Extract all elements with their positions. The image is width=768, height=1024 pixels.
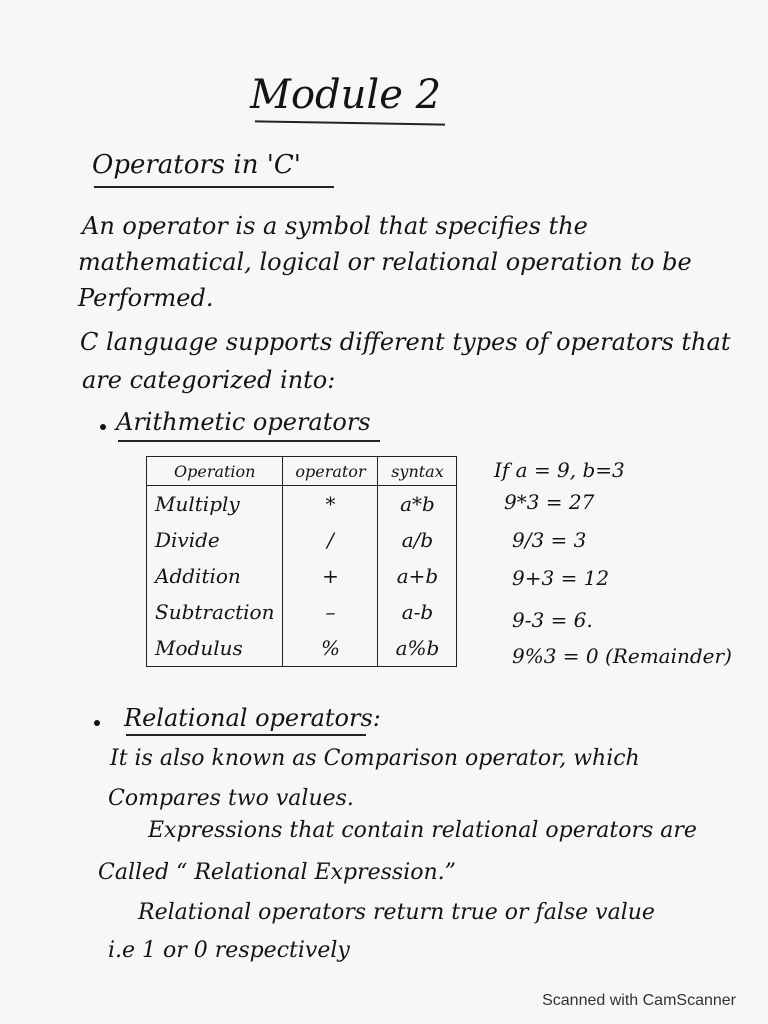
example-header: If a = 9, b=3 [494, 458, 625, 482]
scanner-watermark: Scanned with CamScanner [542, 992, 736, 1009]
table-cell: Modulus [147, 630, 283, 667]
table-cell: – [283, 594, 378, 630]
table-cell: Subtraction [147, 594, 283, 630]
table-cell: a*b [378, 486, 457, 523]
example-line: 9/3 = 3 [512, 528, 587, 552]
table-cell: % [283, 630, 378, 667]
table-header-row [147, 457, 457, 486]
arithmetic-underline [118, 440, 380, 442]
table-cell: + [283, 558, 378, 594]
table-cell: * [283, 486, 378, 523]
bullet-arithmetic [100, 424, 106, 430]
intro-line-5: are categorized into: [82, 366, 336, 394]
table-cell: a+b [378, 558, 457, 594]
table-cell: / [283, 522, 378, 558]
table-cell: a/b [378, 522, 457, 558]
table-header: syntax [378, 457, 457, 486]
relational-line-5: Relational operators return true or false value [138, 900, 655, 925]
relational-line-4: Called “ Relational Expression.” [98, 860, 456, 885]
table-cell: a%b [378, 630, 457, 667]
intro-line-3: Performed. [78, 284, 214, 312]
table-header: operator [283, 457, 378, 486]
arithmetic-table [146, 456, 457, 667]
table-row [147, 630, 457, 667]
page-title: Module 2 [250, 72, 442, 118]
section-heading: Operators in 'C' [92, 150, 301, 180]
arithmetic-heading: Arithmetic operators [116, 408, 371, 436]
heading-underline [94, 186, 334, 188]
table-cell: Addition [147, 558, 283, 594]
intro-line-2: mathematical, logical or relational operation to be [78, 248, 692, 276]
table-cell: Divide [147, 522, 283, 558]
table-row [147, 594, 457, 630]
relational-line-3: Expressions that contain relational operators are [148, 818, 697, 843]
table-row [147, 486, 457, 523]
intro-line-4: C language supports different types of operators that [80, 328, 731, 356]
relational-line-2: Compares two values. [108, 786, 354, 811]
table-cell: Multiply [147, 486, 283, 523]
example-line: 9+3 = 12 [512, 566, 610, 590]
example-line: 9*3 = 27 [504, 490, 595, 514]
relational-line-6: i.e 1 or 0 respectively [108, 938, 350, 963]
example-line: 9%3 = 0 (Remainder) [512, 644, 732, 668]
intro-line-1: An operator is a symbol that specifies the [82, 212, 588, 240]
relational-heading: Relational operators: [124, 704, 381, 732]
table-cell: a-b [378, 594, 457, 630]
table-row [147, 558, 457, 594]
table-row [147, 522, 457, 558]
table-header: Operation [147, 457, 283, 486]
relational-underline [126, 734, 366, 736]
relational-line-1: It is also known as Comparison operator, which [110, 746, 640, 771]
example-line: 9-3 = 6. [512, 608, 593, 632]
bullet-relational [94, 720, 100, 726]
title-underline [255, 120, 445, 125]
